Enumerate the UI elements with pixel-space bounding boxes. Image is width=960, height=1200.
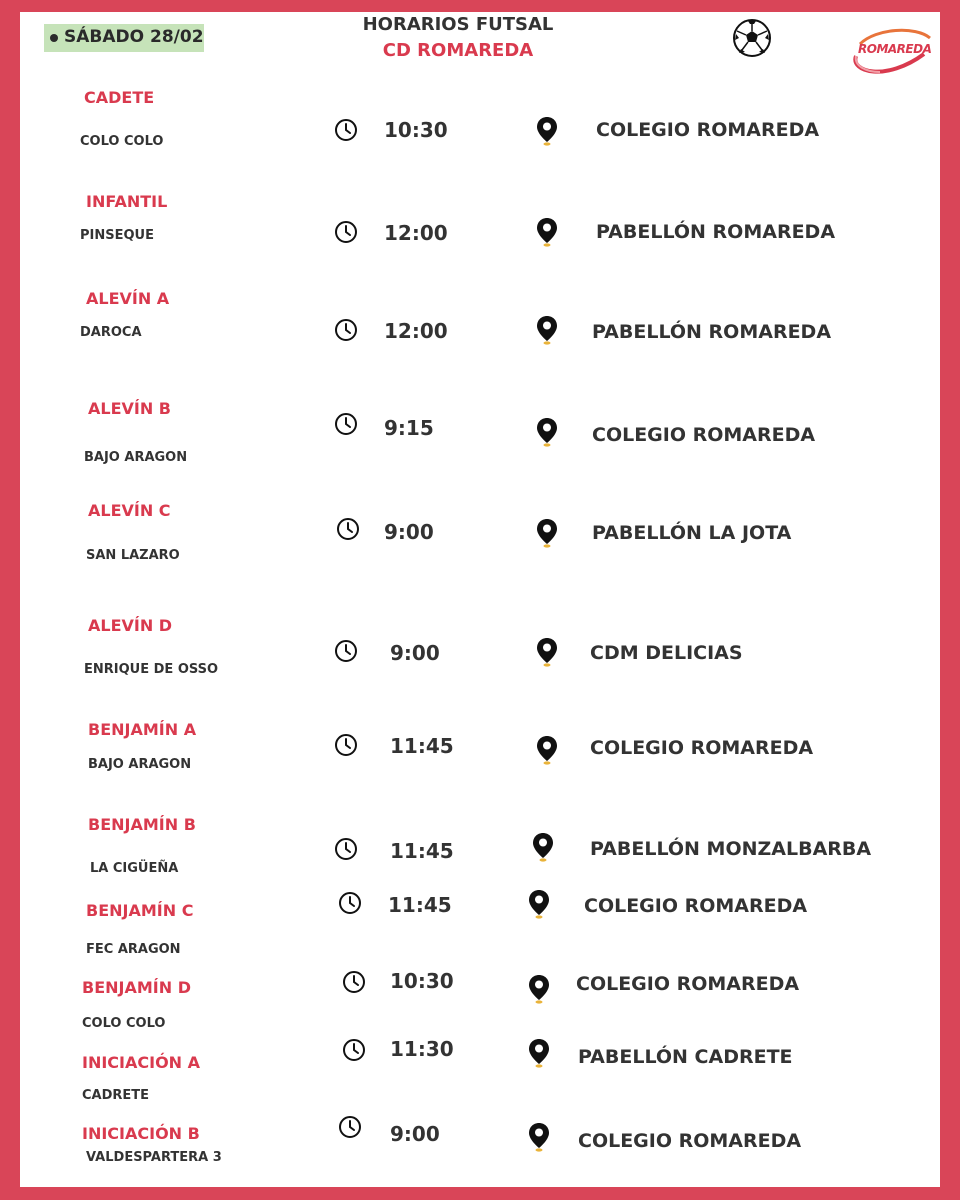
location-pin-icon — [536, 518, 558, 548]
match-time: 10:30 — [384, 118, 448, 142]
clock-icon — [336, 517, 360, 541]
match-time: 10:30 — [390, 969, 454, 993]
venue-label: COLEGIO ROMAREDA — [590, 737, 814, 759]
clock-icon — [338, 1115, 362, 1139]
opponent-label: FEC ARAGON — [86, 942, 181, 957]
location-pin-icon — [528, 974, 550, 1004]
clock-icon — [338, 891, 362, 915]
venue-label: PABELLÓN ROMAREDA — [596, 221, 836, 243]
opponent-label: COLO COLO — [82, 1016, 166, 1031]
venue-label: COLEGIO ROMAREDA — [584, 895, 808, 917]
category-label: BENJAMÍN D — [82, 978, 191, 997]
clock-icon — [334, 733, 358, 757]
venue-label: PABELLÓN LA JOTA — [592, 522, 792, 544]
location-pin-icon — [536, 315, 558, 345]
match-time: 11:45 — [390, 734, 454, 758]
page-subtitle: CD ROMAREDA — [382, 40, 534, 61]
clock-icon — [334, 318, 358, 342]
venue-label: PABELLÓN CADRETE — [578, 1046, 793, 1068]
venue-label: COLEGIO ROMAREDA — [576, 973, 800, 995]
opponent-label: DAROCA — [80, 325, 142, 340]
clock-icon — [334, 220, 358, 244]
opponent-label: COLO COLO — [80, 134, 164, 149]
location-pin-icon — [528, 1122, 550, 1152]
opponent-label: SAN LAZARO — [86, 548, 180, 563]
match-time: 11:30 — [390, 1037, 454, 1061]
venue-label: COLEGIO ROMAREDA — [592, 424, 816, 446]
clock-icon — [334, 837, 358, 861]
clock-icon — [342, 1038, 366, 1062]
schedule-sheet — [20, 12, 940, 1187]
location-pin-icon — [536, 417, 558, 447]
location-pin-icon — [536, 637, 558, 667]
category-label: BENJAMÍN B — [88, 815, 196, 834]
category-label: ALEVÍN A — [86, 289, 170, 308]
category-label: INICIACIÓN B — [82, 1124, 200, 1143]
date-badge — [44, 24, 204, 52]
match-time: 12:00 — [384, 221, 448, 245]
category-label: BENJAMÍN A — [88, 720, 197, 739]
match-time: 11:45 — [388, 893, 452, 917]
category-label: ALEVÍN D — [88, 616, 173, 635]
opponent-label: VALDESPARTERA 3 — [86, 1150, 222, 1165]
opponent-label: CADRETE — [82, 1088, 150, 1103]
category-label: INFANTIL — [86, 192, 168, 211]
logo-text: ROMAREDA — [858, 42, 932, 56]
category-label: INICIACIÓN A — [82, 1053, 201, 1072]
venue-label: PABELLÓN ROMAREDA — [592, 321, 832, 343]
match-time: 9:00 — [390, 641, 440, 665]
location-pin-icon — [532, 832, 554, 862]
bullet-icon — [50, 34, 58, 42]
category-label: ALEVÍN B — [88, 399, 171, 418]
clock-icon — [342, 970, 366, 994]
location-pin-icon — [536, 217, 558, 247]
category-label: BENJAMÍN C — [86, 901, 194, 920]
club-logo — [846, 24, 932, 80]
match-time: 9:15 — [384, 416, 434, 440]
page-title: HORARIOS FUTSAL — [362, 14, 554, 35]
opponent-label: LA CIGÜEÑA — [90, 861, 179, 876]
clock-icon — [334, 118, 358, 142]
venue-label: PABELLÓN MONZALBARBA — [590, 838, 872, 860]
category-label: CADETE — [84, 88, 155, 107]
date-label: SÁBADO 28/02 — [64, 27, 204, 47]
match-time: 11:45 — [390, 839, 454, 863]
venue-label: COLEGIO ROMAREDA — [596, 119, 820, 141]
soccer-ball-icon — [732, 18, 772, 58]
location-pin-icon — [536, 735, 558, 765]
match-time: 9:00 — [390, 1122, 440, 1146]
opponent-label: BAJO ARAGON — [88, 757, 192, 772]
clock-icon — [334, 639, 358, 663]
venue-label: CDM DELICIAS — [590, 642, 743, 664]
location-pin-icon — [536, 116, 558, 146]
match-time: 12:00 — [384, 319, 448, 343]
clock-icon — [334, 412, 358, 436]
location-pin-icon — [528, 1038, 550, 1068]
opponent-label: BAJO ARAGON — [84, 450, 188, 465]
category-label: ALEVÍN C — [88, 501, 171, 520]
location-pin-icon — [528, 889, 550, 919]
venue-label: COLEGIO ROMAREDA — [578, 1130, 802, 1152]
opponent-label: PINSEQUE — [80, 228, 154, 243]
match-time: 9:00 — [384, 520, 434, 544]
opponent-label: ENRIQUE DE OSSO — [84, 662, 219, 677]
